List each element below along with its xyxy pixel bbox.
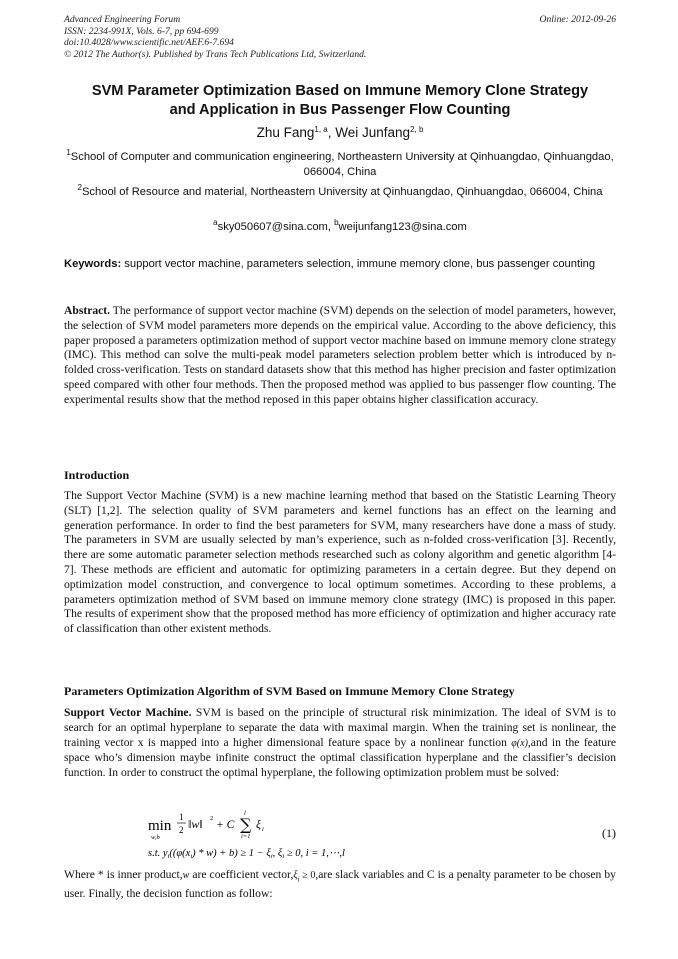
author-1: Zhu Fang bbox=[256, 125, 315, 140]
eq-st-sub: i bbox=[167, 853, 170, 860]
eq-sum-bot: i=1 bbox=[241, 833, 251, 840]
author-separator: , bbox=[327, 125, 336, 140]
keywords-label: Keywords: bbox=[64, 258, 122, 270]
email-b[interactable]: weijunfang123@sina.com bbox=[338, 221, 467, 233]
eq-xi: ξ bbox=[256, 819, 261, 831]
keywords bbox=[64, 257, 616, 271]
author-emails bbox=[64, 220, 616, 234]
eq-constraint-a: ((φ(x bbox=[169, 848, 191, 859]
affiliation-1-text: School of Computer and communication engineering, Northeastern University at Qinhuangdao, Qinhuangdao, 066004, China bbox=[70, 151, 614, 178]
eq-sum-top: l bbox=[244, 810, 246, 817]
email-a[interactable]: sky050607@sina.com bbox=[217, 221, 328, 233]
eq-plus-c: + C bbox=[216, 819, 235, 831]
paper-title bbox=[64, 82, 616, 120]
affiliation-2-text: School of Resource and material, Northeastern University at Qinhuangdao, Qinhuangdao, 066004, China bbox=[81, 186, 603, 198]
title-line-1: SVM Parameter Optimization Based on Immune Memory Clone Strategy bbox=[91, 83, 589, 99]
xi-symbol-sub: i bbox=[297, 875, 300, 884]
author-list bbox=[64, 125, 616, 141]
email-a-mark: a bbox=[213, 218, 218, 227]
equation-1-formula bbox=[146, 808, 566, 864]
svm-subheading: Support Vector Machine. bbox=[64, 706, 192, 719]
section-heading: Parameters Optimization Algorithm of SVM Based on Immune Memory Clone Strategy bbox=[64, 684, 515, 698]
eq-constraint-d: ≥ 0, i = 1,⋯,l bbox=[284, 848, 345, 859]
author-2: Wei Junfang bbox=[335, 125, 411, 140]
affiliation-1 bbox=[64, 150, 616, 179]
xi-ge-zero: ≥ 0 bbox=[299, 870, 316, 881]
affiliation-1-mark: 1 bbox=[66, 148, 71, 157]
eq-xi-sub-3: i bbox=[282, 853, 285, 860]
introduction-heading: Introduction bbox=[64, 468, 130, 482]
eq-half-num: 1 bbox=[179, 812, 184, 822]
eq-half-den: 2 bbox=[179, 825, 184, 835]
eq-square: 2 bbox=[210, 815, 214, 822]
author-2-affiliation: 2, b bbox=[410, 125, 424, 134]
eq-xi-sub-2: i bbox=[270, 853, 273, 860]
eq-x-sub: i bbox=[190, 853, 193, 860]
abstract-text: The performance of support vector machine (SVM) depends on the selection of model parameters, however, the selection of SVM model parameters more depends on the empirical value. According to the above deficiency, this paper proposed a parameters optimization method of support vector machine based on immune memory clone strategy (IMC). This method can solve the multi-peak model parameters selection problem better which is introduced by n-folded cross-verification. Tests on standard datasets show that this method has higher precision and faster optimization speed compared with other four methods. Then the proposed method was applied to bus passenger flow counting. The experimental results show that the method reposed in this paper obtains higher classification accuracy. bbox=[64, 304, 616, 406]
post-equation-paragraph bbox=[64, 868, 616, 902]
phi-symbol: φ(x) bbox=[511, 737, 528, 749]
svm-text-a: SVM is based on the principle of structural risk minimization. The ideal of SVM is to search for an optimal hyperplane to separate the data with maximal margin. When the training set is nonlinear, the training vector x is mapped into a higher dimensional feature space by a nonlinear function bbox=[64, 706, 616, 749]
eq-st: s.t. y bbox=[148, 848, 168, 859]
author-1-affiliation: 1, a bbox=[314, 125, 328, 134]
keywords-text: support vector machine, parameters selection, immune memory clone, bus passenger counting bbox=[121, 258, 596, 270]
introduction-paragraph: The Support Vector Machine (SVM) is a new machine learning method that based on the Statistic Learning Theory (SLT) [1,2]. The selection quality of SVM parameters and kernel functions has an effect on the learning and generation performance. In order to find the best parameters for SVM, many researchers have done a mass of study. The parameters in SVM are usually selected by man’s experience, such as n-folded cross-verification [3]. Recently, there are some automatic parameter selection methods researched such as colony algorithm and genetic algorithm [4-7]. These methods are efficient and automatic for optimizing parameters in a certain degree. But they depend on optimization model construction, and convergence to local optimum sometimes. According to these problems, a parameters optimization method of SVM based on immune memory clone strategy (IMC) is proposed in this paper. The results of experiment show that the proposed method has more efficiency of optimization and higher accuracy rate of classification than other existent methods. bbox=[64, 489, 616, 636]
eq-min-sub: w,b bbox=[151, 834, 160, 841]
eq-constraint-b: ) * w) + b) ≥ 1 − ξ bbox=[192, 848, 271, 859]
post-eq-text-3: ,are slack variables and C is a penalty parameter to be chosen by user. Finally, the decision function as follow: bbox=[64, 868, 616, 901]
post-eq-text-2: are coefficient vector, bbox=[189, 868, 294, 881]
abstract bbox=[64, 304, 616, 408]
doi-line: doi:10.4028/www.scientific.net/AEF.6-7.694 bbox=[64, 37, 234, 49]
issn-line: ISSN: 2234-991X, Vols. 6-7, pp 694-699 bbox=[64, 25, 219, 37]
xi-symbol: ξ bbox=[293, 870, 298, 881]
equation-number: (1) bbox=[602, 826, 616, 840]
eq-norm: ‖w‖ bbox=[188, 817, 203, 831]
w-symbol: w bbox=[182, 870, 190, 881]
email-separator: , bbox=[327, 221, 335, 233]
eq-constraint-c: , ξ bbox=[272, 848, 283, 859]
post-eq-text-1: Where * is inner product, bbox=[64, 868, 183, 881]
eq-constraint bbox=[148, 848, 345, 860]
eq-sum: ∑ bbox=[240, 815, 252, 834]
abstract-label: Abstract. bbox=[64, 304, 111, 317]
running-header bbox=[64, 14, 616, 60]
copyright-line: © 2012 The Author(s). Published by Trans Tech Publications Ltd, Switzerland. bbox=[64, 48, 367, 60]
eq-xi-sub: i bbox=[262, 826, 264, 833]
journal-name: Advanced Engineering Forum bbox=[64, 14, 181, 25]
online-date: Online: 2012-09-26 bbox=[539, 14, 616, 25]
equation-1 bbox=[146, 808, 616, 864]
affiliation-2-mark: 2 bbox=[77, 183, 82, 192]
svm-text-b: ,and in the feature space who’s dimension maybe infinite construct the optimal classification hyperplane and the classifier’s decision function. In order to construct the optimal hyperplane, the following optimization problem must be solved: bbox=[64, 735, 616, 780]
title-line-2: and Application in Bus Passenger Flow Counting bbox=[169, 102, 511, 118]
affiliation-2 bbox=[64, 185, 616, 200]
eq-min: min bbox=[148, 818, 172, 834]
email-b-mark: b bbox=[334, 218, 339, 227]
svm-paragraph bbox=[64, 706, 616, 781]
